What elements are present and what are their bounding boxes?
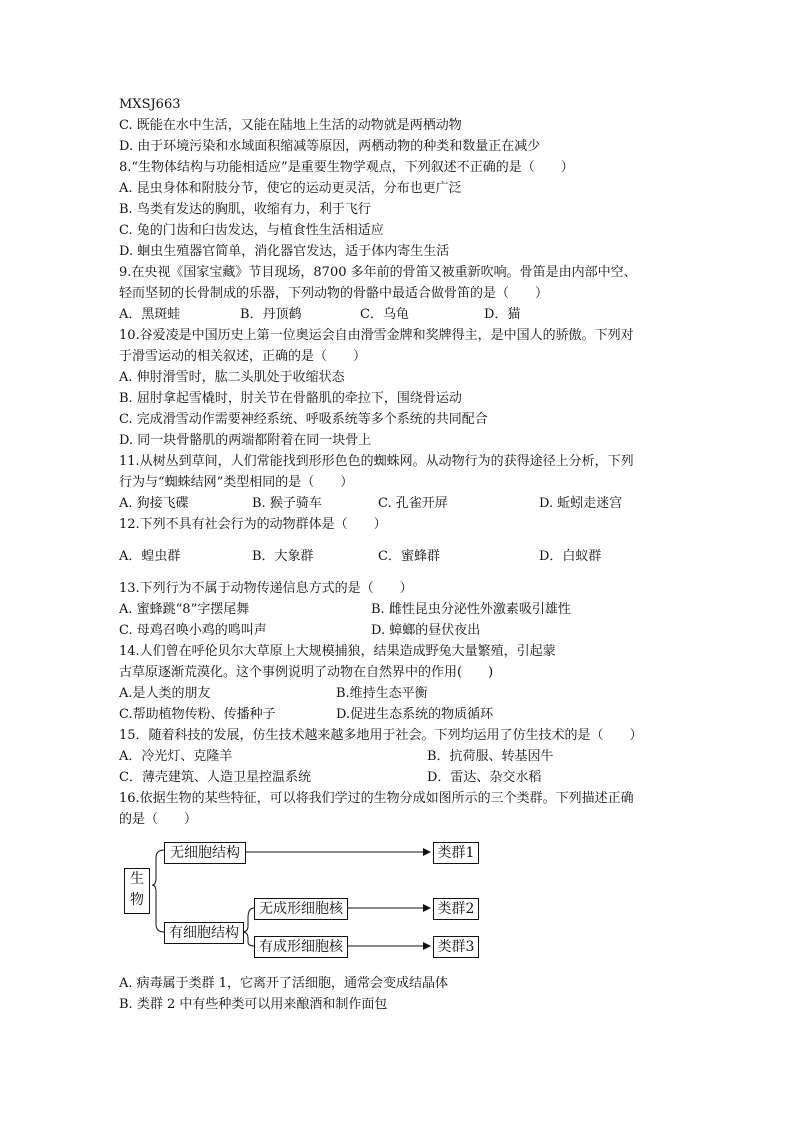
q9-stem-line1: 9.在央视《国家宝藏》节目现场，8700 多年前的骨笛又被重新吹响。骨笛是由内部中空、 <box>119 265 637 280</box>
q8-option-d: D. 蛔虫生殖器官简单，消化器官发达，适于体内寄生生活 <box>119 244 450 259</box>
q11-option-c: C. 孔雀开屏 <box>378 496 448 511</box>
group-2-box: 类群2 <box>433 898 479 920</box>
q8-option-b: B. 鸟类有发达的胸肌，收缩有力，利于飞行 <box>119 202 371 217</box>
q10-stem-line2: 于滑雪运动的相关叙述，正确的是（ ） <box>119 349 367 364</box>
q9-option-a: A．黑斑蛙 <box>119 307 181 322</box>
q13-option-a: A. 蜜蜂跳“8”字摆尾舞 <box>119 602 250 617</box>
q11-stem-line2: 行为与“蜘蛛结网”类型相同的是（ ） <box>119 475 354 490</box>
q9-option-b: B．丹顶鹤 <box>240 307 302 322</box>
q7-option-c: C. 既能在水中生活，又能在陆地上生活的动物就是两栖动物 <box>119 118 462 133</box>
q9-stem-line2: 轻而坚韧的长骨制成的乐器，下列动物的骨骼中最适合做骨笛的是（ ） <box>119 286 549 301</box>
q11-option-b: B. 猴子骑车 <box>252 496 322 511</box>
q11-stem-line1: 11.从树丛到草间，人们常能找到形形色色的蜘蛛网。从动物行为的获得途径上分析，下列 <box>119 454 634 469</box>
group-3-box: 类群3 <box>433 936 479 958</box>
q13-option-b: B. 雌性昆虫分泌性外激素吸引雄性 <box>371 602 571 617</box>
q16-option-b: B. 类群 2 中有些种类可以用来酿酒和制作面包 <box>119 997 388 1012</box>
q15-option-a: A．冷光灯、克隆羊 <box>119 749 233 764</box>
q7-option-d: D. 由于环境污染和水域面积缩减等原因，两栖动物的种类和数量正在减少 <box>119 139 541 154</box>
q15-option-c: C．薄壳建筑、人造卫星控温系统 <box>119 770 311 785</box>
q8-option-a: A. 昆虫身体和附肢分节，使它的运动更灵活，分布也更广泛 <box>119 181 462 196</box>
q16-stem-line2: 的是（ ） <box>119 812 198 827</box>
no-nucleus-box: 无成形细胞核 <box>254 898 348 920</box>
no-cell-structure-box: 无细胞结构 <box>164 842 246 864</box>
q15-option-d: D．雷达、杂交水稻 <box>427 770 542 785</box>
has-cell-structure-box: 有细胞结构 <box>164 922 244 944</box>
q10-option-a: A. 伸肘滑雪时，肱二头肌处于收缩状态 <box>119 370 345 385</box>
q11-option-a: A. 狗接飞碟 <box>119 496 189 511</box>
q12-option-c: C．蜜蜂群 <box>378 549 440 564</box>
q8-stem: 8.“生物体结构与功能相适应”是重要生物学观点，下列叙述不正确的是（ ） <box>119 160 574 175</box>
q13-option-d: D. 蟑螂的昼伏夜出 <box>371 623 481 638</box>
q14-option-a: A.是人类的朋友 <box>119 686 211 701</box>
q8-option-c: C. 兔的门齿和臼齿发达，与植食性生活相适应 <box>119 223 384 238</box>
q10-stem-line1: 10.谷爱凌是中国历史上第一位奥运会自由滑雪金牌和奖牌得主，是中国人的骄傲。下列对 <box>119 328 634 343</box>
q14-option-c: C.帮助植物传粉、传播种子 <box>119 707 276 722</box>
q14-option-d: D.促进生态系统的物质循环 <box>336 707 494 722</box>
group-1-box: 类群1 <box>433 842 479 864</box>
q10-option-c: C. 完成滑雪动作需要神经系统、呼吸系统等多个系统的共同配合 <box>119 412 488 427</box>
q14-stem-line2: 古草原逐渐荒漠化。这个事例说明了动物在自然界中的作用( ) <box>119 665 494 680</box>
q11-option-d: D. 蚯蚓走迷宫 <box>539 496 623 511</box>
q14-option-b: B.维持生态平衡 <box>336 686 428 701</box>
q12-option-a: A．蝗虫群 <box>119 549 181 564</box>
q10-option-b: B. 屈肘拿起雪橇时，肘关节在骨骼肌的牵拉下，围绕骨运动 <box>119 391 462 406</box>
q13-stem: 13.下列行为不属于动物传递信息方式的是（ ） <box>119 581 413 596</box>
q15-stem: 15．随着科技的发展，仿生技术越来越多地用于社会。下列均运用了仿生技术的是（ ） <box>119 728 643 743</box>
q12-option-b: B．大象群 <box>252 549 314 564</box>
document-header: MXSJ663 <box>119 97 181 112</box>
q9-option-c: C．乌龟 <box>360 307 409 322</box>
q16-option-a: A. 病毒属于类群 1，它离开了活细胞，通常会变成结晶体 <box>119 976 449 991</box>
q9-option-d: D．猫 <box>484 307 521 322</box>
q15-option-b: B．抗荷服、转基因牛 <box>427 749 554 764</box>
q12-stem: 12.下列不具有社会行为的动物群体是（ ） <box>119 517 387 532</box>
root-organism-box: 生物 <box>124 868 150 914</box>
has-nucleus-box: 有成形细胞核 <box>254 936 348 958</box>
classification-diagram <box>120 838 500 968</box>
q13-option-c: C. 母鸡召唤小鸡的鸣叫声 <box>119 623 267 638</box>
q16-stem-line1: 16.依据生物的某些特征，可以将我们学过的生物分成如图所示的三个类群。下列描述正确 <box>119 791 634 806</box>
q10-option-d: D. 同一块骨骼肌的两端都附着在同一块骨上 <box>119 433 372 448</box>
q14-stem-line1: 14.人们曾在呼伦贝尔大草原上大规模捕狼，结果造成野兔大量繁殖，引起蒙 <box>119 644 556 659</box>
q12-option-d: D．白蚁群 <box>539 549 602 564</box>
